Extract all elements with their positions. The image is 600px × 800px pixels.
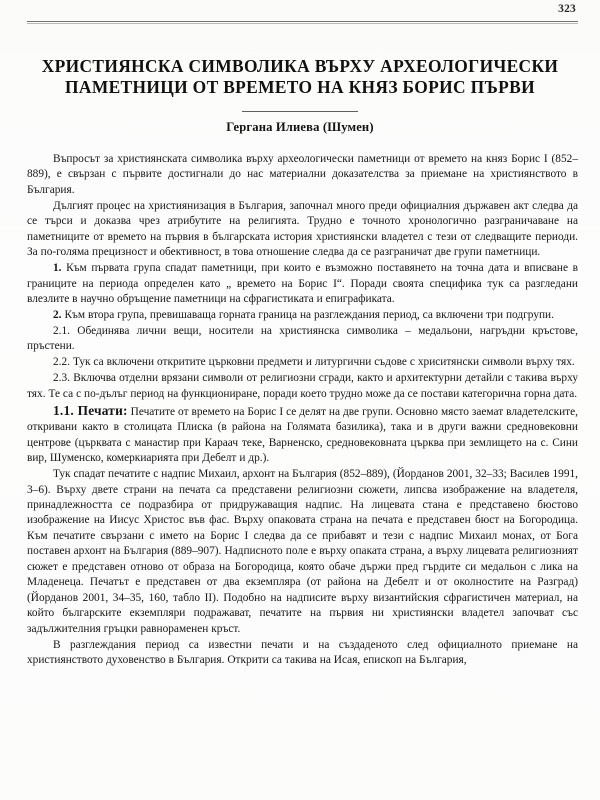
article-body — [27, 152, 578, 668]
paragraph-seals-text: Печатите от времето на Борис I се делят на две групи. Основно място заемат владетелските, откривани както в столицата Плиска (в района на Голямата базилика), така и в други важни средновековни центрове (църквата с манастир при Караач теке, Варненско, средновековната църква при землището на с. Сини вир, Шуменско, комеркиарията при Дебелт и др.). — [27, 405, 578, 465]
paragraph-intro-1: Въпросът за християнската символика върху археологически паметници от времето на княз Борис I (852–889), е свързан с първите достигнали до нас материални доказателства за приемане на християнството в България. — [27, 153, 578, 196]
paragraph-intro-2: Дългият процес на християнизация в България, започнал много преди официалния държавен акт следва да се търси и доказва чрез атрибутите на религията. Трудно е точното хронологично разграничаване на паметниците от времето на първия в българската история християнски владетел с тези от следващите периоди. За по-голяма прецизност и обективност, в това отношение следва да се разграничат две групи паметници. — [27, 199, 578, 259]
section-heading-seals: 1.1. Печати: — [53, 402, 128, 418]
paragraph-subgroup-2-3: 2.3. Включва отделни врязани символи от религиозни сгради, както и архитектурни детайли с такива върху тях. Те са с по-дълъг период на функциониране, поради което трудно може да се постави категорична горна дата. — [27, 372, 578, 400]
paragraph-clergy-seals: В разглеждания период са известни печати и на създаденото след официалното приемане на християнството духовенство в България. Открити са такива на Исая, епископ на България, — [27, 638, 578, 666]
byline-divider — [242, 111, 358, 112]
running-head — [0, 0, 600, 30]
paragraph-seals-detail: Тук спадат печатите с надпис Михаил, архонт на България (852–889), (Йорданов 2001, 32–33; Василев 1991, 3–6). Върху двете страни на печата са представени религиозни сюжети, липсва изображение на владетеля, принадлежността се подразбира от придружаващия надпис. На лицевата стана е представено бюстово изображение на Иисус Христос във фас. Върху опаковата страна на печата е представен бюст на Богородица. Към печатите свързани с името на Борис I следва да се прибавят и тези с надпис Михаил монах, от Бога поставен архонт на България (889–907). Надписното поле е върху опаката страна, а върху лицевата религиозният сюжет е представен отново от образа на Богородица, която обаче държи пред гърдите си медальон с лика на Младенеца. Печатът е представен от два екземпляра (от района на Дебелт и от околностите на Разград) (Йорданов 2001, 34–35, 160, табло II). Подобно на надписите върху византийския сфрагистичен материал, на който българските екземпляри подражават, печатите на първия ни християнски владетел започват със задължителния гръцки равнораменен кръст. — [27, 468, 578, 635]
paragraph-group-2-text: Към втора група, превишаваща горната граница на разглеждания период, са включени три подгрупи. — [61, 309, 554, 322]
paragraph-group-2 — [27, 308, 578, 323]
paragraph-subgroup-2-1: 2.1. Обединява лични вещи, носители на християнска символика – медальони, нагръдни кръстове, пръстени. — [27, 324, 578, 353]
header-rule — [27, 21, 578, 24]
paragraph-seals-section — [27, 403, 578, 467]
page-number: 323 — [558, 3, 576, 15]
paragraph-group-1-text: Към първата група спадат паметници, при които е възможно поставянето на точна дата и вписване в границите на периода определен като „ времето на Борис I“. Поради своята специфика тук са разгледани влезлите в научно обръщение паметници на сфрагистиката и епиграфиката. — [27, 262, 578, 306]
list-number-1: 1. — [53, 262, 62, 275]
author-byline: Гергана Илиева (Шумен) — [226, 120, 374, 134]
title-line-2: ПАМЕТНИЦИ ОТ ВРЕМЕТО НА КНЯЗ БОРИС ПЪРВИ — [65, 77, 535, 97]
article-title — [28, 56, 572, 135]
list-number-2: 2. — [53, 309, 62, 322]
title-line-1: ХРИСТИЯНСКА СИМВОЛИКА ВЪРХУ АРХЕОЛОГИЧЕСКИ — [41, 56, 559, 76]
paragraph-group-1 — [27, 261, 578, 307]
paragraph-subgroup-2-2: 2.2. Тук са включени откритите църковни предмети и литургични съдове с хриситянски символи върху тях. — [53, 356, 575, 369]
